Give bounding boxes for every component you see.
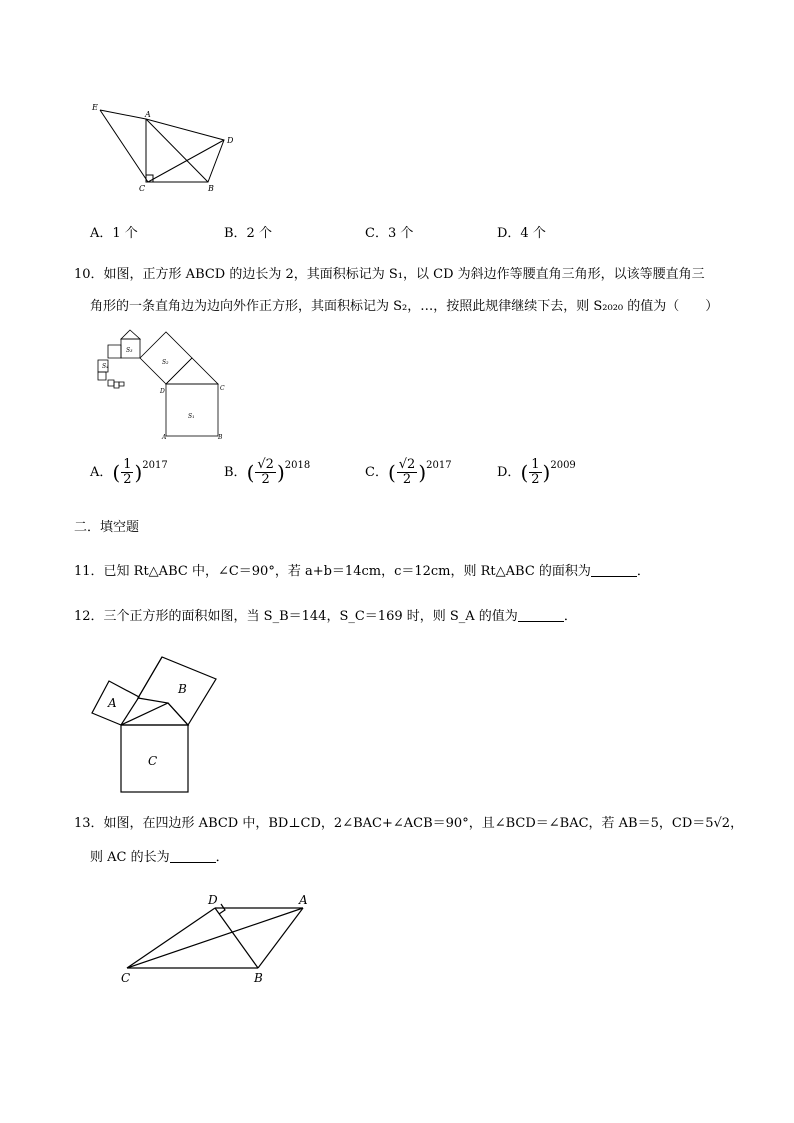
option-prefix: D．: [497, 465, 521, 480]
option-prefix: A．: [90, 465, 113, 480]
q12-stem: 12．三个正方形的面积如图，当 S_B＝144，S_C＝169 时，则 S_A 的值为: [74, 609, 518, 624]
label-A: A: [145, 110, 151, 119]
numerator: 1: [123, 457, 132, 472]
label-C: C: [220, 385, 225, 392]
denominator: 2: [531, 472, 540, 487]
left-paren: (: [387, 460, 396, 485]
right-paren: ): [418, 460, 427, 485]
option-prefix: C．: [365, 465, 388, 480]
q13-end: ．: [215, 850, 229, 865]
section-title: 二．填空题: [74, 520, 140, 535]
label-C: C: [148, 754, 158, 768]
denominator: 2: [261, 472, 270, 487]
q10-text-line1: 10．如图，正方形 ABCD 的边长为 2，其面积标记为 S₁，以 CD 为斜边作等腰直角三角形，以该等腰直角三: [74, 267, 705, 282]
label-C: C: [139, 184, 146, 193]
exponent: 2017: [142, 460, 168, 471]
label-S4: S₄: [102, 363, 109, 370]
q11-end: ．: [636, 564, 650, 579]
q11-stem: 11．已知 Rt△ABC 中，∠C＝90°，若 a+b＝14cm，c＝12cm，则 Rt△ABC 的面积为: [74, 564, 591, 579]
left-paren: (: [520, 460, 529, 485]
label-A: A: [299, 893, 308, 907]
exponent: 2018: [284, 460, 311, 471]
answer-blank[interactable]: [518, 609, 564, 622]
left-paren: (: [246, 460, 255, 485]
label-S3: S₃: [126, 347, 133, 354]
label-E: E: [92, 103, 98, 112]
label-S2: S₂: [162, 359, 169, 366]
label-D: D: [227, 136, 234, 145]
q9-option-a[interactable]: A．1 个: [90, 226, 138, 241]
q10-option-c[interactable]: [365, 458, 452, 487]
q10-figure: [84, 336, 244, 440]
label-S1: S₁: [188, 413, 195, 420]
left-paren: (: [112, 460, 121, 485]
q9-option-d[interactable]: D．4 个: [497, 226, 546, 241]
q9-option-c[interactable]: C．3 个: [365, 226, 414, 241]
label-A: A: [162, 434, 167, 441]
q10-text-line2: 角形的一条直角边为边向外作正方形，其面积标记为 S₂，…，按照此规律继续下去，则 S₂₀₂₀ 的值为（ ）: [90, 299, 719, 314]
q12-end: ．: [563, 609, 577, 624]
right-paren: ): [542, 460, 551, 485]
q13-text-line1: 13．如图，在四边形 ABCD 中，BD⊥CD，2∠BAC+∠ACB＝90°，且∠BCD＝∠BAC，若 AB＝5，CD＝5√2，: [74, 816, 744, 831]
q10-option-b[interactable]: [224, 458, 310, 487]
answer-blank[interactable]: [591, 564, 637, 577]
option-prefix: B．: [224, 465, 247, 480]
q10-option-d[interactable]: [497, 458, 576, 487]
q13-stem: 则 AC 的长为: [90, 850, 170, 865]
label-A: A: [108, 696, 117, 710]
q13-figure: [115, 890, 315, 985]
denominator: 2: [402, 472, 412, 487]
label-B: B: [178, 682, 187, 696]
q11-text: [74, 562, 650, 582]
q10-option-a[interactable]: [90, 458, 168, 487]
exponent: 2009: [550, 460, 576, 471]
fraction: [121, 458, 133, 487]
q12-figure: [88, 645, 223, 795]
q9-figure: [88, 100, 238, 195]
numerator: √2: [257, 457, 274, 472]
label-C: C: [121, 971, 131, 985]
fraction: [529, 458, 541, 487]
exponent: 2017: [426, 460, 452, 471]
label-B: B: [218, 434, 223, 441]
numerator: √2: [398, 457, 416, 472]
right-paren: ): [276, 460, 285, 485]
q13-text-line2: [90, 848, 229, 868]
fraction: [397, 458, 418, 487]
label-D: D: [208, 893, 218, 907]
q9-option-b[interactable]: B．2 个: [224, 226, 272, 241]
right-paren: ): [134, 460, 143, 485]
label-B: B: [254, 971, 263, 985]
label-D: D: [160, 388, 165, 395]
numerator: 1: [531, 457, 540, 472]
q12-text: [74, 607, 577, 627]
denominator: 2: [123, 472, 132, 487]
fraction: [255, 458, 276, 487]
answer-blank[interactable]: [170, 850, 216, 863]
label-B: B: [208, 184, 214, 193]
